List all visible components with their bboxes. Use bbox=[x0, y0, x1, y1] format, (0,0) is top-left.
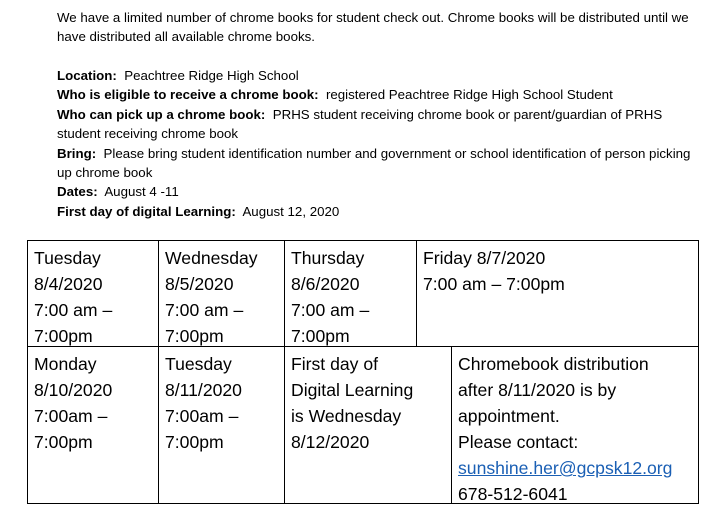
detail-value: registered Peachtree Ridge High School Student bbox=[325, 87, 613, 103]
schedule-cell-contact bbox=[452, 347, 698, 503]
detail-label: Location: bbox=[57, 68, 117, 83]
detail-pickup bbox=[57, 105, 697, 144]
schedule-cell-tuesday-aug11: Tuesday 8/11/2020 7:00am – 7:00pm bbox=[165, 354, 242, 452]
schedule-table bbox=[27, 240, 699, 504]
detail-value: Peachtree Ridge High School bbox=[124, 68, 299, 83]
contact-text: Chromebook distribution after 8/11/2020 is by appointment. Please contact: bbox=[458, 354, 649, 452]
detail-label: Who is eligible to receive a chrome book: bbox=[57, 87, 319, 103]
detail-value: August 4 -11 bbox=[104, 184, 179, 200]
detail-location bbox=[57, 66, 697, 85]
schedule-cell-friday-aug7: Friday 8/7/2020 7:00 am – 7:00pm bbox=[423, 248, 565, 294]
contact-email-link[interactable]: sunshine.her@gcpsk12.org bbox=[458, 458, 673, 478]
schedule-cell-thursday-aug6: Thursday 8/6/2020 7:00 am – 7:00pm bbox=[291, 248, 370, 346]
detail-eligibility bbox=[57, 85, 697, 104]
detail-bring bbox=[57, 144, 697, 183]
detail-label: Dates: bbox=[57, 184, 98, 200]
schedule-cell-first-day: First day of Digital Learning is Wednesday 8/12/2020 bbox=[291, 354, 414, 452]
detail-value: PRHS student receiving chrome book or parent/guardian of PRHS student receiving chrome book bbox=[57, 106, 663, 142]
details-list bbox=[57, 66, 697, 221]
detail-label: Who can pick up a chrome book: bbox=[57, 106, 266, 122]
detail-first-day bbox=[57, 202, 697, 221]
detail-dates bbox=[57, 182, 697, 201]
detail-label: First day of digital Learning: bbox=[57, 203, 236, 219]
detail-label: Bring: bbox=[57, 145, 97, 161]
contact-phone: 678-512-6041 bbox=[458, 484, 568, 504]
schedule-cell-monday-aug10: Monday 8/10/2020 7:00am – 7:00pm bbox=[34, 354, 113, 452]
intro-paragraph: We have a limited number of chrome books for student check out. Chrome books will be distributed until we have distributed all available chrome books. bbox=[57, 10, 689, 44]
detail-value: Please bring student identification number and government or school identification of person picking up chrome book bbox=[57, 145, 691, 181]
schedule-cell-tuesday-aug4: Tuesday 8/4/2020 7:00 am – 7:00pm bbox=[34, 248, 113, 346]
schedule-cell-wednesday-aug5: Wednesday 8/5/2020 7:00 am – 7:00pm bbox=[165, 248, 258, 346]
detail-value: August 12, 2020 bbox=[242, 203, 340, 219]
